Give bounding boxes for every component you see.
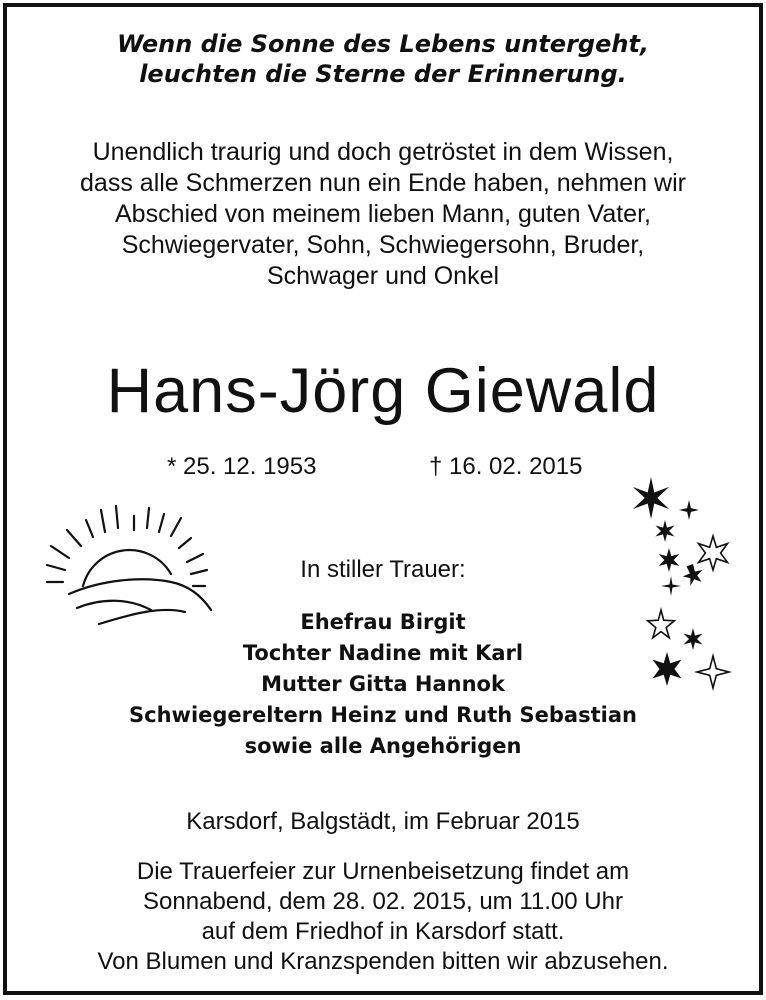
place-date: Karsdorf, Balgstädt, im Februar 2015 xyxy=(186,808,580,835)
family-list xyxy=(7,607,759,762)
funeral-line: Sonnabend, dem 28. 02. 2015, um 11.00 Uhr xyxy=(143,888,623,915)
family-member: sowie alle Angehörigen xyxy=(244,734,522,758)
funeral-line: Von Blumen und Kranzspenden bitten wir abzusehen. xyxy=(97,948,669,975)
funeral-info xyxy=(7,857,759,977)
mourning-heading: In stiller Trauer: xyxy=(300,556,466,583)
motto-line: leuchten die Sterne der Erinnerung. xyxy=(139,60,627,88)
intro-line: Schwiegervater, Sohn, Schwiegersohn, Bruder, xyxy=(121,231,645,259)
obituary-notice xyxy=(3,3,763,995)
intro-line: Schwager und Onkel xyxy=(266,262,500,290)
intro-text xyxy=(7,137,759,292)
funeral-line: auf dem Friedhof in Karsdorf statt. xyxy=(201,918,565,945)
intro-line: Abschied von meinem lieben Mann, guten Vater, xyxy=(115,200,651,228)
motto xyxy=(7,29,759,89)
birth-date: * 25. 12. 1953 xyxy=(167,453,317,480)
intro-line: dass alle Schmerzen nun ein Ende haben, nehmen wir xyxy=(80,169,686,197)
family-member: Mutter Gitta Hannok xyxy=(261,672,505,696)
family-member: Tochter Nadine mit Karl xyxy=(242,641,524,665)
family-member: Schwiegereltern Heinz und Ruth Sebastian xyxy=(129,703,637,727)
deceased-name: Hans-Jörg Giewald xyxy=(106,356,660,426)
family-member: Ehefrau Birgit xyxy=(300,610,466,634)
intro-line: Unendlich traurig und doch getröstet in dem Wissen, xyxy=(92,138,674,166)
death-date: † 16. 02. 2015 xyxy=(429,453,583,480)
funeral-line: Die Trauerfeier zur Urnenbeisetzung findet am xyxy=(136,858,630,885)
motto-line: Wenn die Sonne des Lebens untergeht, xyxy=(116,30,650,58)
